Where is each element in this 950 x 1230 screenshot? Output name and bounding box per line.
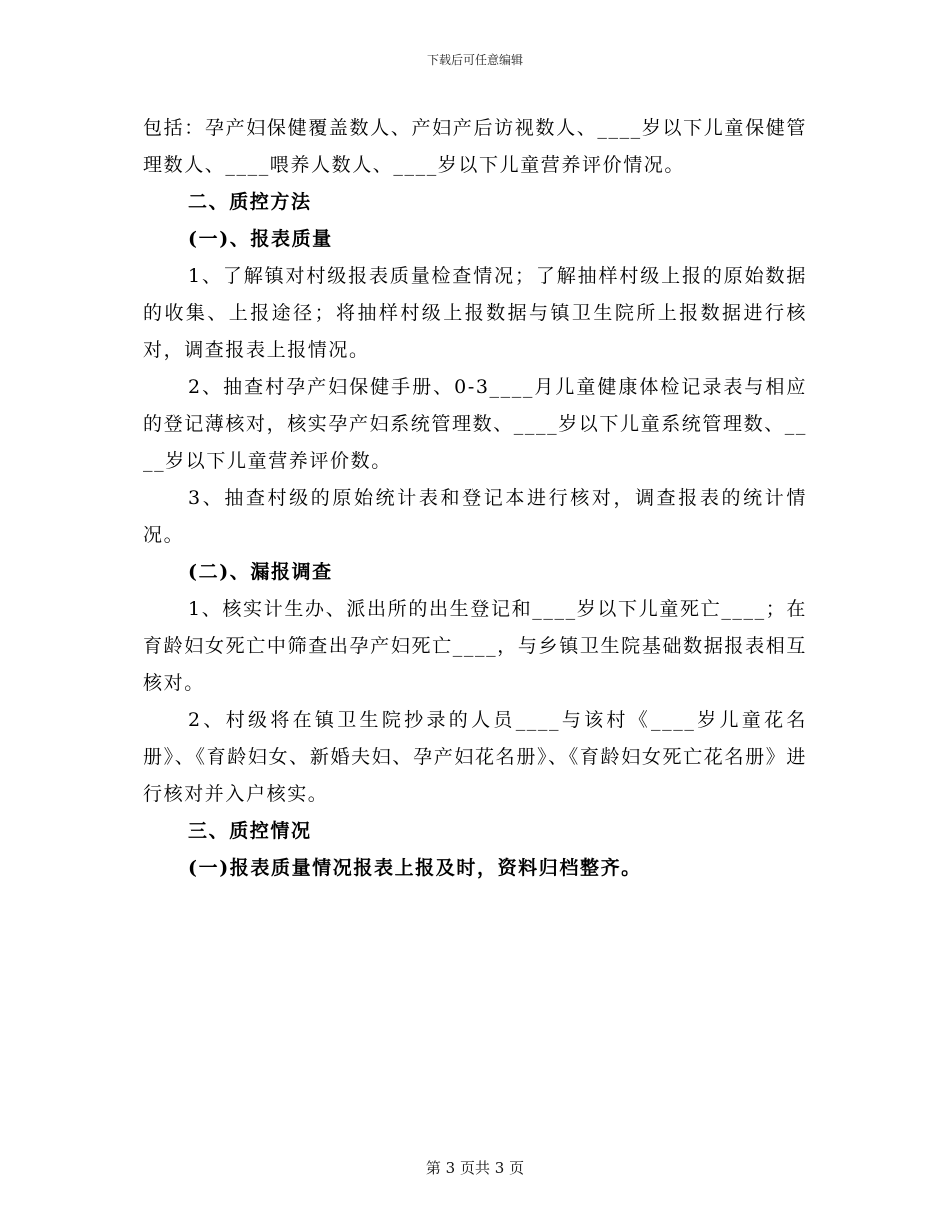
subsection-heading-report-quality: (一)、报表质量	[188, 228, 333, 250]
paragraph-omission-2: 2、村级将在镇卫生院抄录的人员____与该村《____岁儿童花名册》、《育龄妇女、新婚夫妇、孕产妇花名册》、《育龄妇女死亡花名册》进行核对并入户核实。	[143, 709, 807, 805]
paragraph-omission-1: 1、核实计生办、派出所的出生登记和____岁以下儿童死亡____；在育龄妇女死亡中筛查出孕产妇死亡____，与乡镇卫生院基础数据报表相互核对。	[143, 598, 807, 694]
paragraph-qc-status-1: (一)报表质量情况报表上报及时，资料归档整齐。	[188, 857, 642, 879]
paragraph-method-2: 2、抽查村孕产妇保健手册、0-3____月儿童健康体检记录表与相应的登记薄核对，核实孕产妇系统管理数、____岁以下儿童系统管理数、____岁以下儿童营养评价数。	[143, 376, 808, 472]
subsection-heading-omission-survey: (二)、漏报调查	[188, 561, 333, 583]
document-body	[143, 110, 807, 887]
paragraph-method-3: 3、抽查村级的原始统计表和登记本进行核对，调查报表的统计情况。	[143, 487, 807, 546]
section-heading-qc-status: 三、质控情况	[188, 820, 312, 842]
section-heading-methods: 二、质控方法	[188, 191, 312, 213]
page-footer: 第 3 页共 3 页	[425, 1159, 525, 1177]
paragraph-coverage-continuation: 包括：孕产妇保健覆盖数人、产妇产后访视数人、____岁以下儿童保健管理数人、____喂养人数人、____岁以下儿童营养评价情况。	[143, 117, 807, 176]
header-note: 下载后可任意编辑	[426, 53, 523, 67]
paragraph-method-1: 1、了解镇对村级报表质量检查情况；了解抽样村级上报的原始数据的收集、上报途径；将抽样村级上报数据与镇卫生院所上报数据进行核对，调查报表上报情况。	[143, 265, 807, 361]
